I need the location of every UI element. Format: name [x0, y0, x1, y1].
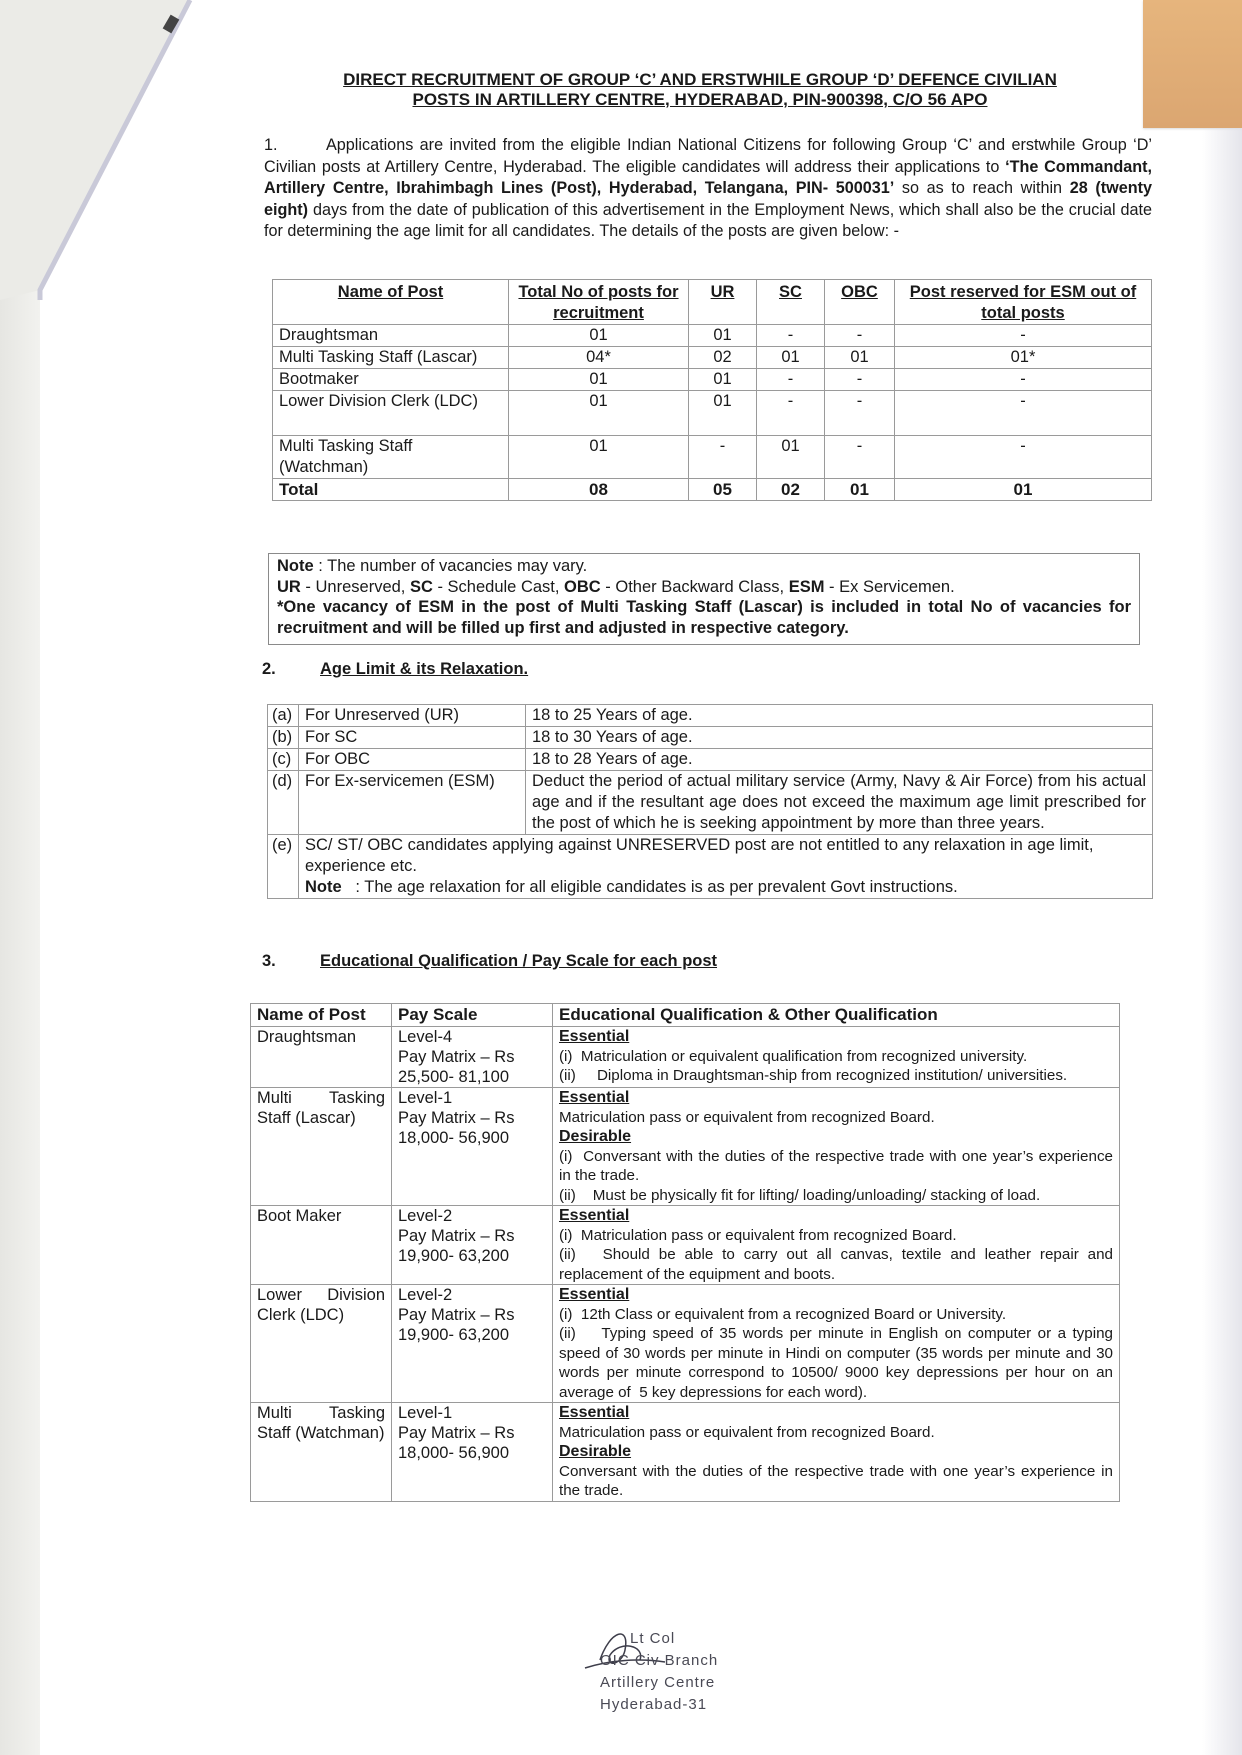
paragraph-text: Applications are invited from the eligible Indian National Citizens for following Group ‘C’ and erstwhile Group ‘D’ Civilian posts at Artillery Centre, Hyderabad. The eligible candidates will address their applications to	[264, 136, 1152, 176]
cell-post-name: Lower Division Clerk (LDC)	[273, 391, 509, 436]
qualification	[553, 1403, 1120, 1502]
signature-stamp	[570, 1620, 770, 1750]
section-number: 2.	[262, 660, 276, 678]
cell-post-name: Total	[273, 479, 509, 501]
pay-level: Level-1	[398, 1404, 453, 1422]
abbreviations	[277, 577, 1131, 598]
note-text: : The number of vacancies may vary.	[313, 557, 588, 575]
abbr-key: OBC	[564, 577, 601, 596]
cell-ur: 01	[689, 391, 757, 436]
section-1-paragraph	[264, 135, 1152, 243]
pay-level: Level-1	[398, 1089, 453, 1107]
age-category: For SC	[299, 727, 526, 749]
age-limit-table	[267, 704, 1153, 899]
cell-esm: 01*	[895, 347, 1152, 369]
qualification-line: (i) Matriculation pass or equivalent from recognized Board.	[559, 1226, 957, 1244]
pay-scale	[392, 1403, 553, 1502]
cell-obc: 01	[825, 479, 895, 501]
cell-ur: 01	[689, 369, 757, 391]
scanner-background-wedge	[0, 0, 200, 300]
row-label: (e)	[268, 835, 299, 899]
paragraph-text: so as to reach within	[894, 179, 1070, 198]
age-value: Deduct the period of actual military service (Army, Navy & Air Force) from his actual age and if the resultant age does not exceed the maximum age limit prescribed for the post of which he is seeking appointment by more than three years.	[526, 771, 1153, 835]
cell-esm: -	[895, 325, 1152, 347]
signature-city: Hyderabad-31	[600, 1696, 708, 1713]
qualification-line: (i) Conversant with the duties of the respective trade with one year’s experience in the trade.	[559, 1147, 1118, 1184]
age-value: 18 to 25 Years of age.	[526, 705, 1153, 727]
cell-obc: -	[825, 436, 895, 479]
qualification-heading: Desirable	[559, 1443, 632, 1460]
table-row	[268, 727, 1153, 749]
abbr-key: UR	[277, 577, 301, 596]
cell-sc: -	[757, 391, 825, 436]
abbr-key: SC	[409, 577, 433, 596]
cell-obc: -	[825, 369, 895, 391]
qualification-heading: Essential	[559, 1028, 630, 1045]
note-label: Note	[305, 878, 342, 896]
qualification-line: (ii) Must be physically fit for lifting/ loading/unloading/ stacking of load.	[559, 1186, 1041, 1204]
relaxation-text: SC/ ST/ OBC candidates applying against UNRESERVED post are not entitled to any relaxation in age limit, experience etc.	[305, 836, 1094, 875]
col-header-qualification: Educational Qualification & Other Qualification	[553, 1004, 1120, 1027]
table-row	[268, 771, 1153, 835]
cell-total: 01	[509, 369, 689, 391]
row-label: (d)	[268, 771, 299, 835]
note-text: : The age relaxation for all eligible candidates is as per prevalent Govt instructions.	[341, 878, 958, 896]
cell-total: 01	[509, 325, 689, 347]
table-row	[251, 1285, 1120, 1403]
table-row	[251, 1206, 1120, 1285]
age-relaxation-note	[299, 835, 1153, 899]
pay-range: 18,000- 56,900	[398, 1129, 510, 1147]
table-row	[251, 1088, 1120, 1206]
col-header-total: Total No of posts for recruitment	[509, 280, 689, 325]
abbr-key: ESM	[788, 577, 825, 596]
qualification-line: (i) Matriculation or equivalent qualification from recognized university.	[559, 1047, 1028, 1065]
section-1-number: 1.	[264, 136, 278, 154]
table-row	[251, 1403, 1120, 1502]
signature-unit: Artillery Centre	[600, 1674, 716, 1691]
pay-range: 25,500- 81,100	[398, 1068, 510, 1086]
cell-ur: -	[689, 436, 757, 479]
table-row	[268, 835, 1153, 899]
cell-esm: -	[895, 391, 1152, 436]
cell-esm: -	[895, 369, 1152, 391]
pay-scale	[392, 1285, 553, 1403]
post-name: Draughtsman	[251, 1027, 392, 1088]
cell-sc: -	[757, 369, 825, 391]
section-title: Educational Qualification / Pay Scale for each post	[320, 952, 718, 970]
table-header-row	[273, 280, 1152, 325]
row-label: (a)	[268, 705, 299, 727]
total-row	[273, 479, 1152, 501]
qualification-line: (ii) Should be able to carry out all canvas, textile and leather repair and replacement of the equipment and boots.	[559, 1246, 1118, 1283]
pay-scale	[392, 1206, 553, 1285]
abbr-text: - Ex Servicemen.	[824, 577, 955, 596]
cell-sc: 01	[757, 347, 825, 369]
pay-scale	[392, 1088, 553, 1206]
pay-level: Level-2	[398, 1207, 453, 1225]
qualification	[553, 1206, 1120, 1285]
qualification-line: (i) 12th Class or equivalent from a recognized Board or University.	[559, 1305, 1007, 1323]
pay-matrix: Pay Matrix – Rs	[398, 1306, 515, 1324]
col-header-pay: Pay Scale	[392, 1004, 553, 1027]
table-row	[273, 347, 1152, 369]
age-category: For OBC	[299, 749, 526, 771]
cell-post-name: Multi Tasking Staff (Lascar)	[273, 347, 509, 369]
cell-obc: -	[825, 325, 895, 347]
table-header-row	[251, 1004, 1120, 1027]
col-header-obc: OBC	[825, 280, 895, 325]
title-line-2: POSTS IN ARTILLERY CENTRE, HYDERABAD, PIN-900398, C/O 56 APO	[412, 90, 988, 109]
row-label: (b)	[268, 727, 299, 749]
table-row	[273, 391, 1152, 436]
col-header-esm: Post reserved for ESM out of total posts	[895, 280, 1152, 325]
cell-sc: -	[757, 325, 825, 347]
qualification-table	[250, 1003, 1120, 1502]
cell-total: 08	[509, 479, 689, 501]
cell-obc: -	[825, 391, 895, 436]
age-value: 18 to 30 Years of age.	[526, 727, 1153, 749]
table-row	[273, 436, 1152, 479]
age-value: 18 to 28 Years of age.	[526, 749, 1153, 771]
pay-matrix: Pay Matrix – Rs	[398, 1424, 515, 1442]
pay-range: 19,900- 63,200	[398, 1247, 510, 1265]
age-note	[305, 877, 1146, 898]
cell-ur: 02	[689, 347, 757, 369]
cell-ur: 05	[689, 479, 757, 501]
pay-level: Level-4	[398, 1028, 453, 1046]
table-row	[268, 749, 1153, 771]
deadline-days: 28 (twenty eight)	[264, 179, 1152, 219]
cell-sc: 02	[757, 479, 825, 501]
col-header-ur: UR	[689, 280, 757, 325]
qualification	[553, 1027, 1120, 1088]
cell-esm: -	[895, 436, 1152, 479]
cell-esm: 01	[895, 479, 1152, 501]
col-header-post: Name of Post	[273, 280, 509, 325]
post-name: Multi Tasking Staff (Watchman)	[251, 1403, 392, 1502]
qualification-line: Matriculation pass or equivalent from recognized Board.	[559, 1108, 935, 1126]
post-name: Multi Tasking Staff (Lascar)	[251, 1088, 392, 1206]
signature-office: OIC Civ Branch	[600, 1652, 719, 1669]
table-row	[273, 369, 1152, 391]
qualification-heading: Essential	[559, 1404, 630, 1421]
col-header-post: Name of Post	[251, 1004, 392, 1027]
cell-total: 01	[509, 391, 689, 436]
abbr-text: - Other Backward Class,	[600, 577, 789, 596]
qualification-heading: Essential	[559, 1286, 630, 1303]
post-name: Lower Division Clerk (LDC)	[251, 1285, 392, 1403]
table-row	[273, 325, 1152, 347]
cell-total: 04*	[509, 347, 689, 369]
pay-matrix: Pay Matrix – Rs	[398, 1227, 515, 1245]
note-label: Note	[277, 557, 314, 575]
paragraph-text: days from the date of publication of this advertisement in the Employment News, which shall also be the crucial date for determining the age limit for all candidates. The details of the posts are given below: -	[264, 200, 1152, 241]
pay-scale	[392, 1027, 553, 1088]
age-category: For Unreserved (UR)	[299, 705, 526, 727]
age-category: For Ex-servicemen (ESM)	[299, 771, 526, 835]
pay-range: 18,000- 56,900	[398, 1444, 510, 1462]
qualification-line: (ii) Typing speed of 35 words per minute in English on computer or a typing speed of 30 words per minute in Hindi on computer (35 words per minute and 30 words per minute correspond to 10500/ 9000 key depressions per hour on an average of 5 key depressions for each word).	[559, 1325, 1118, 1401]
signature-rank: Lt Col	[630, 1630, 676, 1647]
table-row	[268, 705, 1153, 727]
section-title: Age Limit & its Relaxation.	[320, 660, 529, 678]
cell-ur: 01	[689, 325, 757, 347]
scan-shadow	[1202, 128, 1242, 1755]
qualification	[553, 1285, 1120, 1403]
cell-post-name: Bootmaker	[273, 369, 509, 391]
signature-scribble	[570, 1620, 770, 1680]
cell-sc: 01	[757, 436, 825, 479]
cell-total: 01	[509, 436, 689, 479]
address: ‘The Commandant, Artillery Centre, Ibrahimbagh Lines (Post), Hyderabad, Telangana, PIN- 500031’	[264, 157, 1152, 198]
document-title	[270, 70, 1130, 110]
qualification-line: Matriculation pass or equivalent from recognized Board.	[559, 1423, 935, 1441]
section-3-heading	[262, 952, 717, 971]
cell-obc: 01	[825, 347, 895, 369]
qualification-heading: Desirable	[559, 1128, 632, 1145]
note-box	[268, 553, 1140, 645]
row-label: (c)	[268, 749, 299, 771]
pay-matrix: Pay Matrix – Rs	[398, 1109, 515, 1127]
title-line-1: DIRECT RECRUITMENT OF GROUP ‘C’ AND ERSTWHILE GROUP ‘D’ DEFENCE CIVILIAN	[343, 70, 1057, 89]
cell-post-name: Multi Tasking Staff (Watchman)	[273, 436, 509, 479]
pay-range: 19,900- 63,200	[398, 1326, 510, 1344]
qualification-line: (ii) Diploma in Draughtsman-ship from recognized institution/ universities.	[559, 1067, 1068, 1084]
qualification-heading: Essential	[559, 1207, 630, 1224]
qualification-line: Conversant with the duties of the respective trade with one year’s experience in the trade.	[559, 1462, 1118, 1499]
qualification-heading: Essential	[559, 1089, 630, 1106]
abbr-text: - Schedule Cast,	[432, 577, 565, 596]
section-2-heading	[262, 660, 528, 679]
posts-table	[272, 279, 1152, 501]
table-row	[251, 1027, 1120, 1088]
cell-post-name: Draughtsman	[273, 325, 509, 347]
pay-level: Level-2	[398, 1286, 453, 1304]
pay-matrix: Pay Matrix – Rs	[398, 1048, 515, 1066]
adhesive-tape	[1143, 0, 1242, 128]
post-name: Boot Maker	[251, 1206, 392, 1285]
col-header-sc: SC	[757, 280, 825, 325]
footnote: *One vacancy of ESM in the post of Multi Tasking Staff (Lascar) is included in total No of vacancies for recruitment and will be filled up first and adjusted in respective category.	[277, 598, 1131, 637]
section-number: 3.	[262, 952, 276, 970]
qualification	[553, 1088, 1120, 1206]
abbr-text: - Unreserved,	[300, 577, 410, 596]
